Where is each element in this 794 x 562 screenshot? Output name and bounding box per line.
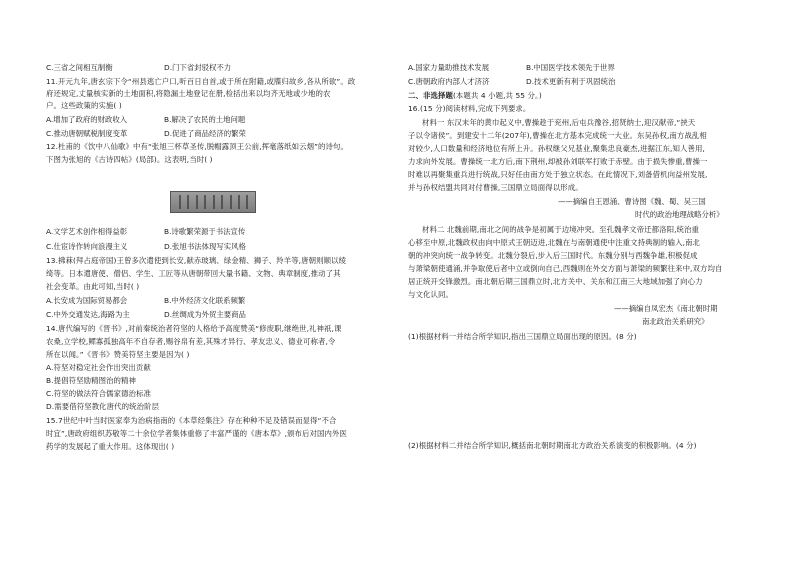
question-11-line-3: 户。这些政策的实施( )	[46, 101, 122, 110]
material-1-line-1: 材料一 东汉末年的黄巾起义中,曹操趁于兖州,后屯兵豫谷,招贤纳士,迎汉献帝,“挟天	[422, 118, 696, 127]
question-15-line-3: 药学的发展起了重大作用。这体现出( )	[46, 442, 175, 451]
option-b: B.中国医学技术领先于世界	[526, 63, 615, 72]
option-a: A.长安成为国际贸易都会	[46, 296, 128, 305]
question-16-stem: 16.(15 分)阅读材料,完成下列要求。	[408, 104, 531, 113]
section-note: (本题共 4 小题,共 55 分。)	[452, 91, 542, 100]
material-2-line-4: 与萧梁朝使通涌,并争取使后者中立或倒向自己,西魏则在外交方面与萧梁的频繁往来中,双方均自	[408, 264, 723, 273]
option-c: C.仕宦诗作转向浪漫主义	[46, 242, 128, 251]
option-b: B.提倡符坚励精图治的精神	[46, 376, 137, 385]
section-title: 二、非选择题	[408, 91, 453, 100]
option-c: C.唐朝政府内部人才济济	[408, 77, 490, 86]
section-heading	[408, 91, 542, 101]
material-1-source-2: 时代的政治地理战略分析》	[635, 210, 724, 219]
question-13-line-1: 13.拂菻(拜占庭帝国)王曾多次遣使到长安,献赤玻璃、绿金精、狮子、羚羊等,唐朝则顺以绫	[46, 256, 347, 265]
question-14-line-2: 农桑,立学校,鳏寡孤独高年不自存者,赐谷帛有差,其殊才异行、孝友忠义、德业可称者,令	[46, 337, 336, 346]
material-1-line-3: 对较少,人口数量和经济地位有所上升。孙权继父兄基业,聚集忠良豪杰,进据江东,知人善用,	[408, 144, 705, 153]
material-1-line-2: 子以令诸侯”。到建安十二年(207年),曹操在北方基本完成统一大业。东吴孙权,南方战乱相	[408, 131, 707, 140]
option-d: D.技术更新有利于巩固统治	[526, 77, 616, 86]
material-1-line-5: 时难以再聚集重兵进行统战,只好任由南方处于独立状态。在此情况下,刘备借机向益州发展,	[408, 170, 708, 179]
option-a: A.符坚对稳定社会作出突出贡献	[46, 363, 151, 372]
material-1-line-6: 并与孙权结盟共同对付曹操,三国鼎立局面得以形成。	[408, 183, 583, 192]
option-a: A.文学艺术创作相得益彰	[46, 227, 128, 236]
option-d: D.促进了商品经济的繁荣	[164, 129, 246, 138]
question-15-line-1: 15.7世纪中叶当时医家奉为治病指南的《本草经集注》存在种种不足及错误而显得“不合	[46, 416, 337, 425]
question-15-line-2: 时宜”,唐政府组织苏敬等二十余位学者集体重修了丰富严谨的《唐本草》,颁布后对国内外医	[46, 429, 347, 438]
material-2-line-1: 材料二 北魏前期,南北之间的战争是初属于边境冲突。至孔魏孝文帝迁都洛阳,统治重	[422, 225, 700, 234]
option-a: A.国家力量助推技术发展	[408, 63, 490, 72]
calligraphy-image	[170, 191, 256, 213]
question-13-line-2: 绮等。日本遣唐使、僧侣、学生、工匠等从唐朝带回大量书籍、文物、典章制度,推动了其	[46, 269, 341, 278]
option-c: C.三省之间相互制衡	[46, 63, 113, 72]
question-14-line-1: 14.唐代编写的《晋书》,对前秦统治者符坚的人格给予高度赞美“修废职,继绝世,礼神祇,课	[46, 324, 342, 333]
question-12-line-1: 12.杜甫的《饮中八仙歌》中有“张旭三杯草圣传,脱帽露顶王公前,挥毫落纸如云烟”的诗句。	[46, 142, 348, 151]
material-2-line-3: 朝的冲突向统一战争转变。北魏分裂后,步入后三国时代。东魏分别与西魏争雄,积极促成	[408, 251, 698, 260]
option-d: D.丝绸成为外贸主要商品	[164, 310, 246, 319]
option-d: D.门下省封驳权不力	[164, 63, 232, 72]
question-12-line-2: 下图为张旭的《古诗四帖》(局部)。这表明,当时( )	[46, 155, 213, 164]
sub-question-2: (2)根据材料二并结合所学知识,概括南北朝时期南北方政治关系演变的积极影响。(4 分)	[408, 441, 697, 450]
material-2-line-5: 居正统开交锋激烈。南北朝后期三国鼎立时,北方关中、关东和江南三大地域加强了向心力	[408, 277, 703, 286]
material-2-line-2: 心移至中原,北魏政权由向中原式王朝迈进,北魏在与南朝通使中注重文持典制的输入,南北	[408, 238, 700, 247]
question-11-line-2: 府还规定,丈量核实新的土地面积,将隐漏土地登记在册,检括出来以均齐无地或少地的农	[46, 89, 331, 98]
question-13-line-3: 社会变革。由此可知,当时( )	[46, 282, 140, 291]
option-b: B.解决了农民的土地问题	[164, 115, 246, 124]
material-1-line-4: 力求向外发展。曹操统一北方后,南下荆州,却被孙刘联军打败于赤壁。由于损失惨重,曹操一	[408, 157, 708, 166]
option-c: C.符坚的做法符合儒家德治标准	[46, 389, 152, 398]
material-2-source-1: ——摘编自凤宏杰《南北朝时期	[614, 304, 718, 313]
option-c: C.推动唐朝赋税制度变革	[46, 129, 128, 138]
option-b: B.诗歌繁荣源于书法宣传	[164, 227, 246, 236]
option-d: D.张旭书法体现写实风格	[164, 242, 246, 251]
question-11-line-1: 11.开元九年,唐玄宗下令“州县逃亡户口,听百日自首,或于所在附籍,或牒归故乡,各从所欲”。政	[46, 77, 356, 86]
material-2-line-6: 与文化认同。	[408, 290, 453, 299]
option-b: B.中外经济文化联系频繁	[164, 296, 246, 305]
option-a: A.增加了政府的财政收入	[46, 115, 128, 124]
sub-question-1: (1)根据材料一并结合所学知识,指出三国鼎立局面出现的原因。(8 分)	[408, 332, 637, 341]
material-1-source-1: ——摘编自王恩涌、曹诗图《魏、蜀、吴三国	[558, 197, 706, 206]
material-2-source-2: 南北政治关系研究》	[642, 317, 709, 326]
option-d: D.需要借符坚教化唐代的统治阶层	[46, 402, 160, 411]
question-14-line-3: 所在以闻。”《晋书》赞美符坚主要是因为( )	[46, 350, 190, 359]
option-c: C.中外交通发达,海路为主	[46, 310, 130, 319]
